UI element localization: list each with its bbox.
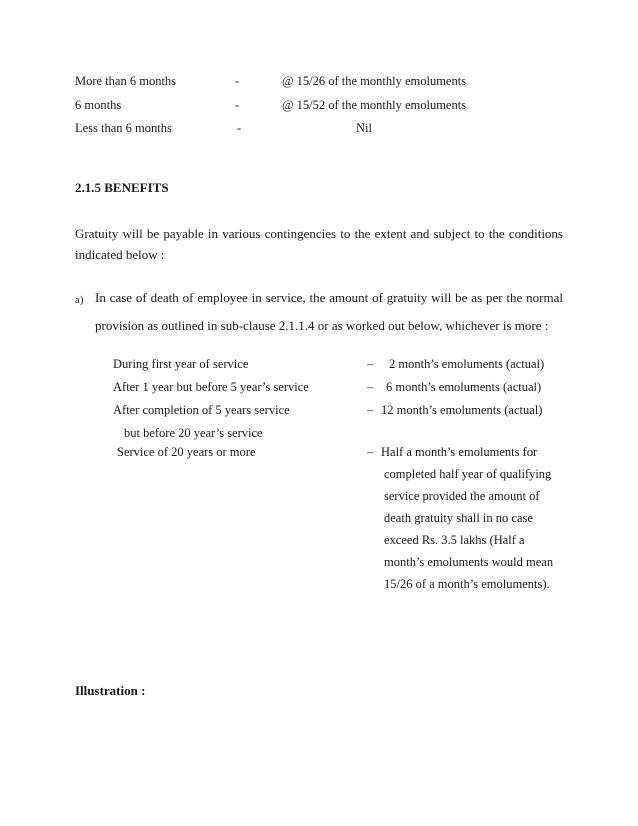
death-row-value: completed half year of qualifying bbox=[384, 467, 552, 481]
item-a-line: In case of death of employee in service, the amount of gratuity will be as per the normal bbox=[95, 290, 563, 305]
death-row-dash: – bbox=[367, 357, 374, 371]
death-row-dash: – bbox=[367, 445, 374, 459]
rate-dash: - bbox=[237, 121, 242, 135]
rate-value: @ 15/52 of the monthly emoluments bbox=[282, 98, 467, 112]
list-marker: a) bbox=[75, 294, 84, 306]
rate-dash: - bbox=[235, 98, 240, 112]
death-row-value: 12 month’s emoluments (actual) bbox=[381, 403, 543, 417]
death-row-label-continued: but before 20 year’s service bbox=[124, 426, 263, 440]
rate-period: More than 6 months bbox=[75, 74, 177, 88]
rate-value: @ 15/26 of the monthly emoluments bbox=[282, 74, 467, 88]
death-row-label: Service of 20 years or more bbox=[117, 445, 256, 459]
death-row-label: After completion of 5 years service bbox=[113, 403, 290, 417]
death-row-label: During first year of service bbox=[113, 357, 249, 371]
death-row-value: month’s emoluments would mean bbox=[384, 555, 554, 569]
death-row-value: service provided the amount of bbox=[384, 489, 540, 503]
intro-line: indicated below : bbox=[75, 247, 165, 262]
intro-line: Gratuity will be payable in various contingencies to the extent and subject to the conditions bbox=[75, 226, 563, 241]
death-row-dash: – bbox=[367, 380, 374, 394]
death-row-value: Half a month’s emoluments for bbox=[381, 445, 538, 459]
illustration-heading: Illustration : bbox=[75, 683, 146, 698]
death-row-label: After 1 year but before 5 year’s service bbox=[113, 380, 309, 394]
death-row-value: 2 month’s emoluments (actual) bbox=[389, 357, 545, 371]
rate-period: 6 months bbox=[75, 98, 122, 112]
death-row-value: exceed Rs. 3.5 lakhs (Half a bbox=[384, 533, 525, 547]
rate-dash: - bbox=[235, 74, 240, 88]
death-row-value: death gratuity shall in no case bbox=[384, 511, 533, 525]
rate-period: Less than 6 months bbox=[75, 121, 172, 135]
death-row-value: 6 month’s emoluments (actual) bbox=[386, 380, 542, 394]
death-row-value: 15/26 of a month’s emoluments). bbox=[384, 577, 550, 591]
rate-value: Nil bbox=[356, 121, 372, 135]
section-heading: 2.1.5 BENEFITS bbox=[75, 180, 169, 195]
death-row-dash: – bbox=[367, 403, 374, 417]
item-a-line: provision as outlined in sub-clause 2.1.1.4 or as worked out below, whichever is more : bbox=[95, 318, 549, 333]
